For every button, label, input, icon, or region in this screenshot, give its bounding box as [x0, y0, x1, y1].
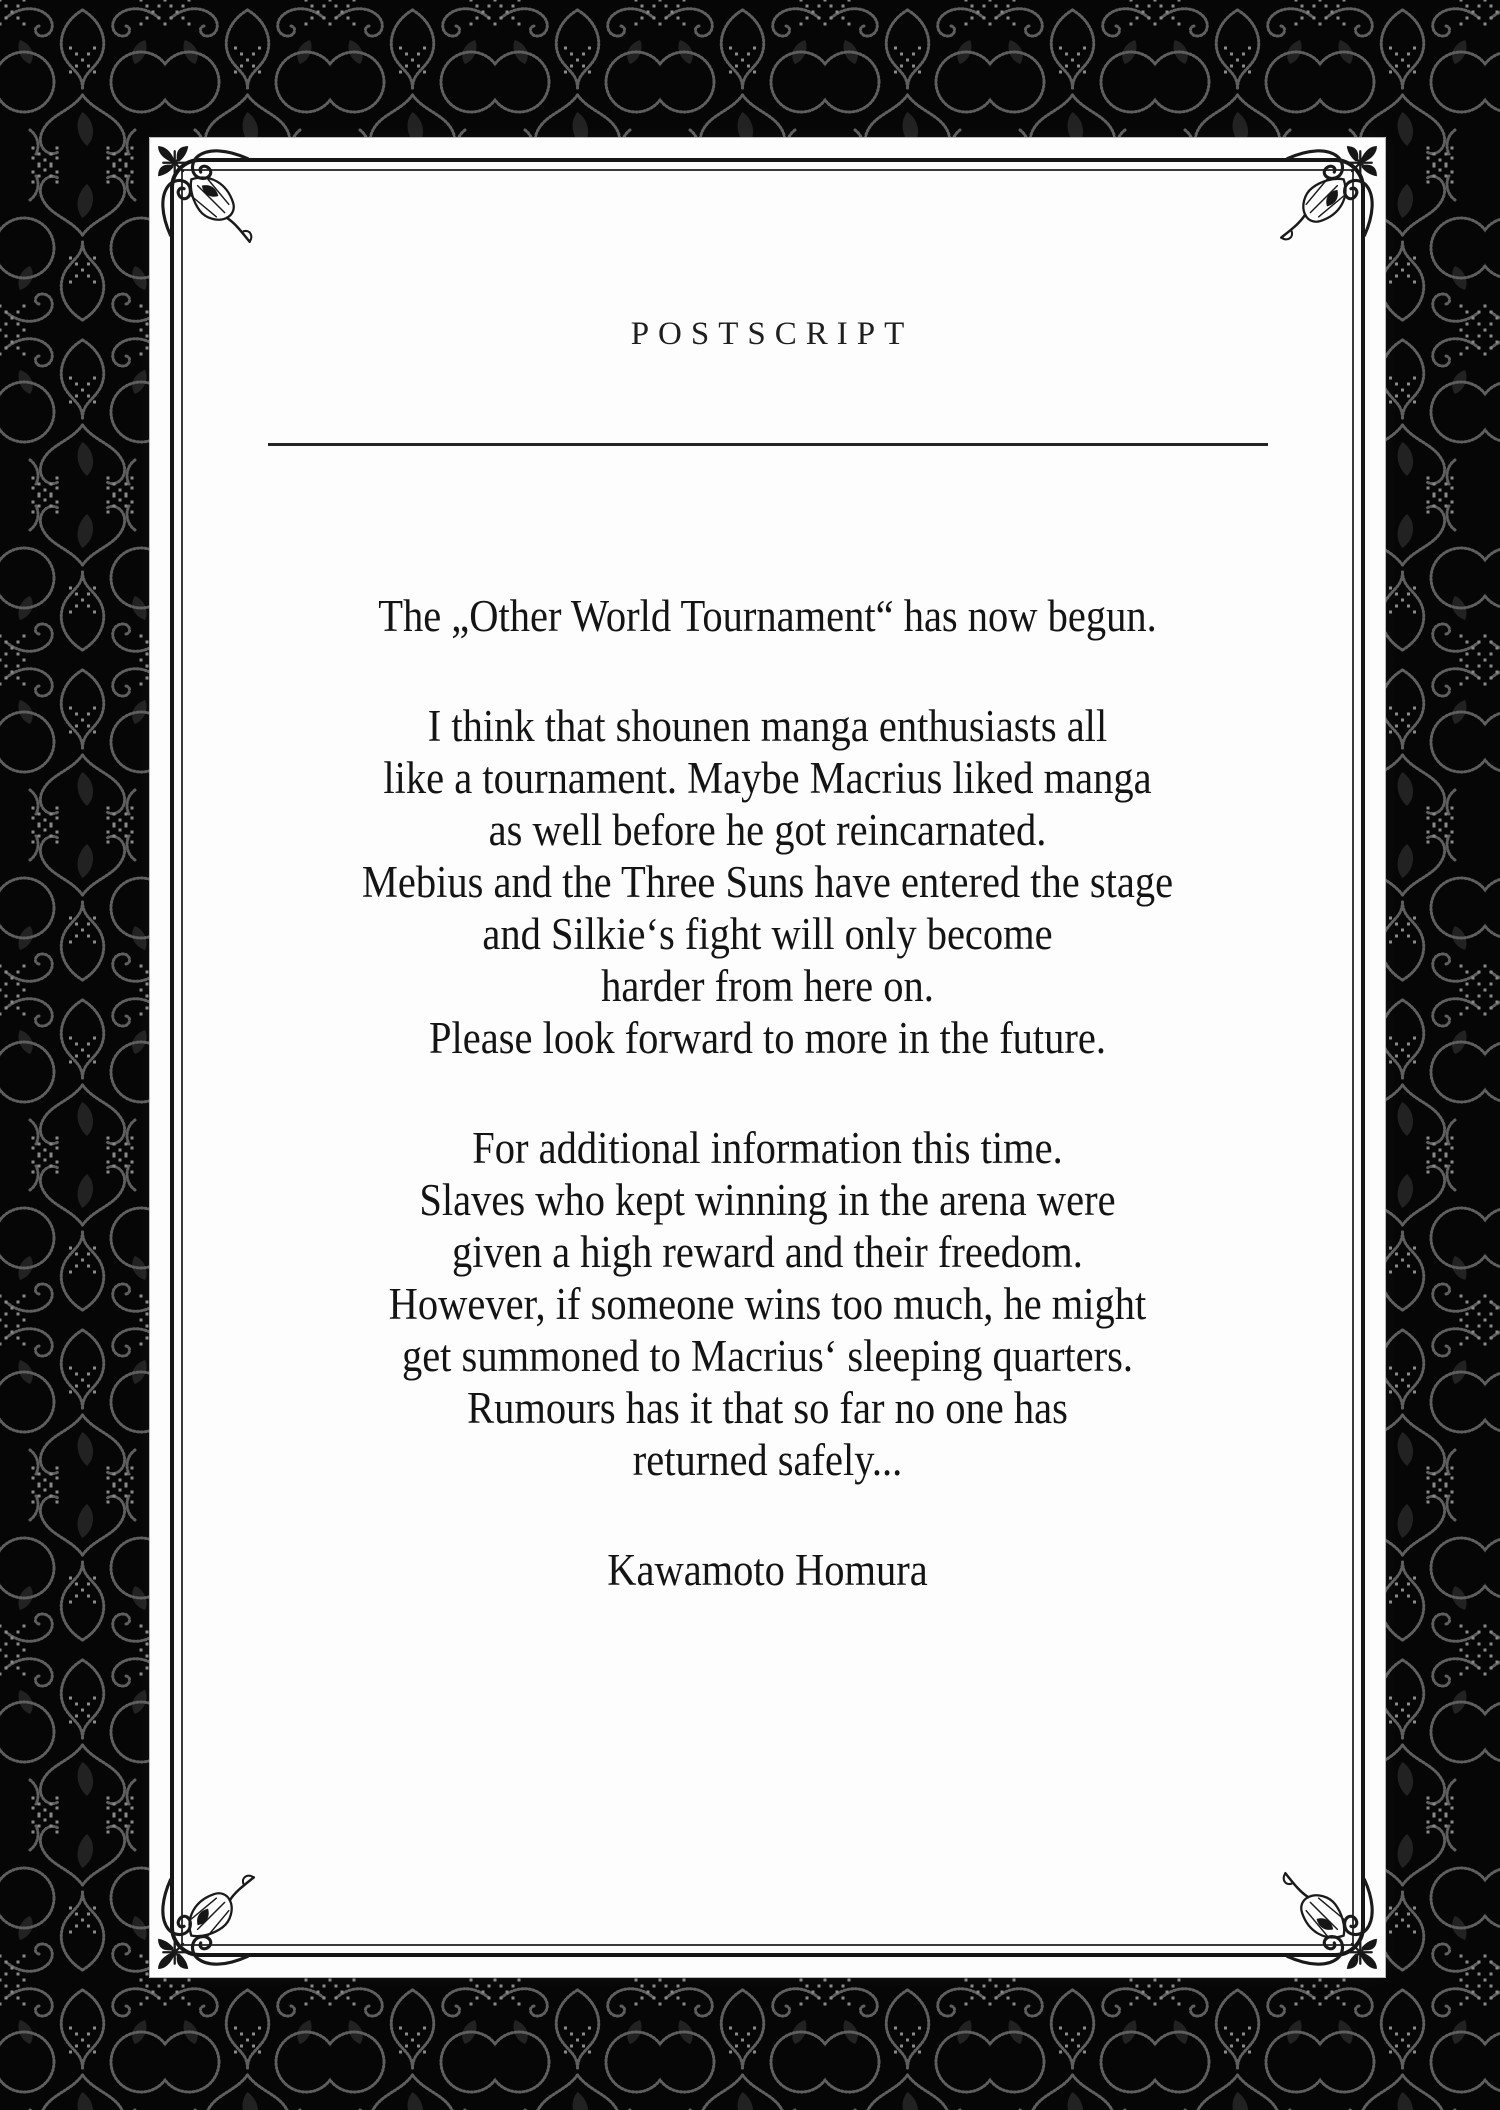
corner-flourish-icon — [1275, 144, 1379, 248]
corner-flourish-icon — [1275, 1867, 1379, 1971]
text-line: and Silkie‘s fight will only become — [482, 909, 1053, 959]
text-line: Rumours has it that so far no one has — [467, 1383, 1068, 1433]
author-signature: Kawamoto Homura — [607, 1545, 928, 1595]
text-line: as well before he got reincarnated. — [488, 805, 1047, 855]
corner-flourish-icon — [156, 144, 260, 248]
text-line: Please look forward to more in the future. — [428, 1013, 1107, 1063]
paragraph-intro — [212, 590, 1324, 642]
text-line: Mebius and the Three Suns have entered the stage — [361, 857, 1174, 907]
paragraph-additional-info — [212, 1122, 1324, 1486]
text-line: given a high reward and their freedom. — [452, 1227, 1083, 1277]
text-line: The „Other World Tournament“ has now begun. — [378, 591, 1157, 641]
text-line: I think that shounen manga enthusiasts all — [427, 701, 1108, 751]
text-line: harder from here on. — [601, 961, 934, 1011]
page-title: POSTSCRIPT — [630, 316, 914, 352]
page — [150, 138, 1385, 1977]
text-line: like a tournament. Maybe Macrius liked manga — [383, 753, 1152, 803]
text-line: However, if someone wins too much, he might — [388, 1279, 1147, 1329]
text-line: returned safely... — [632, 1435, 903, 1485]
text-line: get summoned to Macrius‘ sleeping quarters. — [401, 1331, 1134, 1381]
text-line: For additional information this time. — [472, 1123, 1063, 1173]
title-divider-rule — [268, 443, 1268, 446]
postscript-text — [212, 590, 1324, 1596]
text-line: Slaves who kept winning in the arena were — [419, 1175, 1116, 1225]
corner-flourish-icon — [156, 1867, 260, 1971]
paragraph-tournament — [212, 700, 1324, 1064]
